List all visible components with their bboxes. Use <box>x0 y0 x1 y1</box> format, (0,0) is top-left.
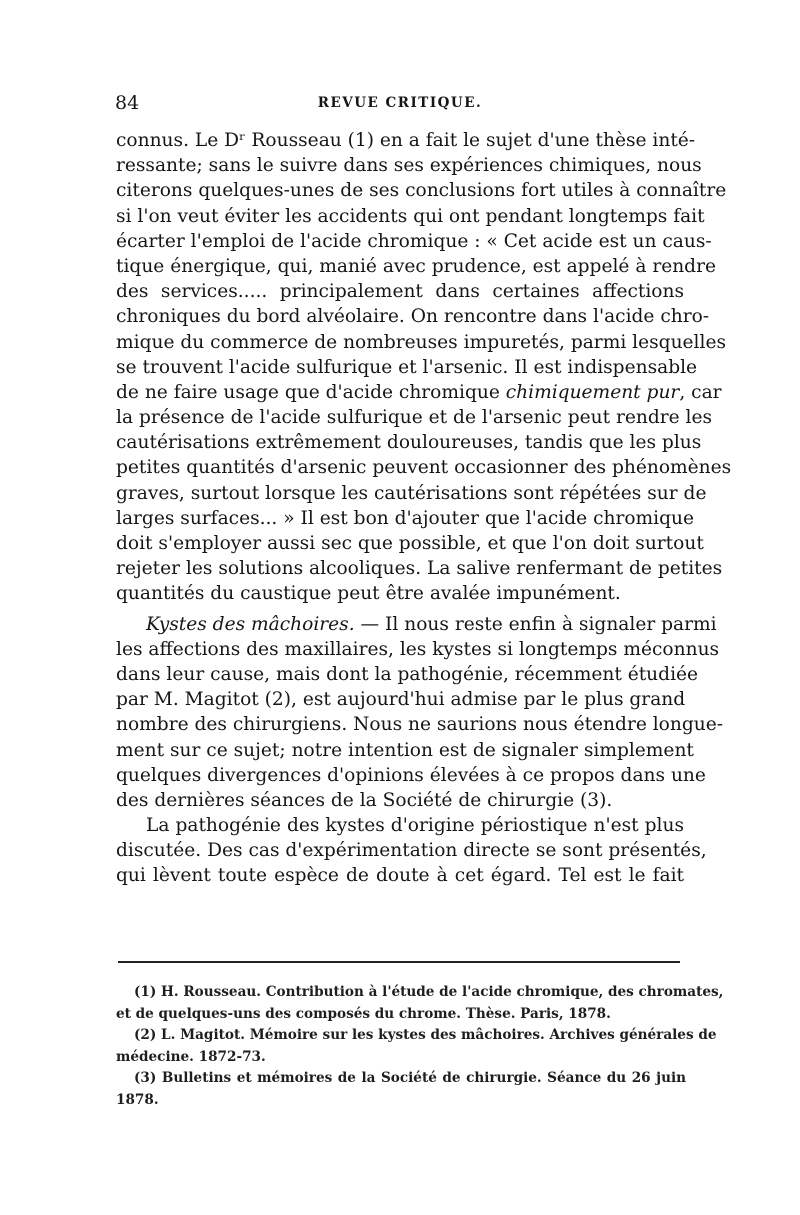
line-text: — Il nous reste enfin à signaler parmi <box>354 613 717 635</box>
footnote-line: 1878. <box>116 1091 159 1108</box>
text-line: nombre des chirurgiens. Nous ne saurions nous étendre longue- <box>116 714 724 736</box>
text-line: mique du commerce de nombreuses impuretés, parmi lesquelles <box>116 331 726 353</box>
page-number: 84 <box>115 92 140 114</box>
page-header <box>115 92 685 122</box>
text-line: se trouvent l'acide sulfurique et l'arsenic. Il est indispensable <box>116 356 698 378</box>
text-line: dans leur cause, mais dont la pathogénie, récemment étudiée <box>116 663 699 685</box>
line-text: , car <box>679 381 722 403</box>
text-line: la présence de l'acide sulfurique et de l'arsenic peut rendre les <box>116 407 713 429</box>
text-line: connus. Le Dʳ Rousseau (1) en a fait le sujet d'une thèse inté- <box>116 130 696 151</box>
text-line: quelques divergences d'opinions élevées à ce propos dans une <box>116 764 706 786</box>
text-line: les affections des maxillaires, les kystes si longtemps méconnus <box>116 638 720 660</box>
text-line: rejeter les solutions alcooliques. La salive renfermant de petites <box>116 558 723 580</box>
footnote-line: et de quelques-uns des composés du chrome. Thèse. Paris, 1878. <box>116 1005 611 1022</box>
text-line: discutée. Des cas d'expérimentation directe se sont présentés, <box>116 840 707 862</box>
text-line: cautérisations extrêmement douloureuses, tandis que les plus <box>116 432 702 454</box>
running-title: REVUE CRITIQUE. <box>317 95 483 111</box>
italic-term: chimiquement pur <box>505 381 680 403</box>
footnote-separator <box>118 961 680 963</box>
text-line: ressante; sans le suivre dans ses expériences chimiques, nous <box>116 155 702 177</box>
text-line: des services..... principalement dans certaines affections <box>116 281 684 303</box>
text-line: qui lèvent toute espèce de doute à cet égard. Tel est le fait <box>116 865 684 887</box>
text-line: quantités du caustique peut être avalée impunément. <box>116 583 621 605</box>
section-heading: Kystes des mâchoires. <box>146 613 355 635</box>
text-line: petites quantités d'arsenic peuvent occasionner des phénomènes <box>116 457 732 479</box>
text-line: ment sur ce sujet; notre intention est de signaler simplement <box>116 739 694 761</box>
text-line: La pathogénie des kystes d'origine périostique n'est plus <box>146 815 684 837</box>
text-line <box>116 380 722 405</box>
text-line <box>116 612 717 637</box>
text-line: graves, surtout lorsque les cautérisations sont répétées sur de <box>116 482 707 504</box>
text-line: écarter l'emploi de l'acide chromique : « Cet acide est un caus- <box>116 230 712 252</box>
line-text: de ne faire usage que d'acide chromique <box>116 381 506 403</box>
body-text <box>116 128 732 889</box>
footnote-line: médecine. 1872-73. <box>116 1048 266 1065</box>
footnote-line: (1) H. Rousseau. Contribution à l'étude de l'acide chromique, des chromates, <box>134 984 724 1000</box>
text-line: tique énergique, qui, manié avec prudence, est appelé à rendre <box>116 255 716 277</box>
text-line: chroniques du bord alvéolaire. On rencontre dans l'acide chro- <box>116 306 710 328</box>
footnote-line: (3) Bulletins et mémoires de la Société de chirurgie. Séance du 26 juin <box>134 1070 686 1086</box>
text-line: larges surfaces... » Il est bon d'ajouter que l'acide chromique <box>116 507 695 529</box>
text-line: si l'on veut éviter les accidents qui ont pendant longtemps fait <box>116 205 705 227</box>
text-line: citerons quelques-unes de ses conclusions fort utiles à connaître <box>116 180 727 202</box>
footnote-line: (2) L. Magitot. Mémoire sur les kystes des mâchoires. Archives générales de <box>134 1027 717 1043</box>
text-line: des dernières séances de la Société de chirurgie (3). <box>116 789 613 811</box>
text-line: doit s'employer aussi sec que possible, et que l'on doit surtout <box>116 533 704 554</box>
text-line: par M. Magitot (2), est aujourd'hui admise par le plus grand <box>116 689 686 711</box>
footnotes <box>116 982 724 1111</box>
